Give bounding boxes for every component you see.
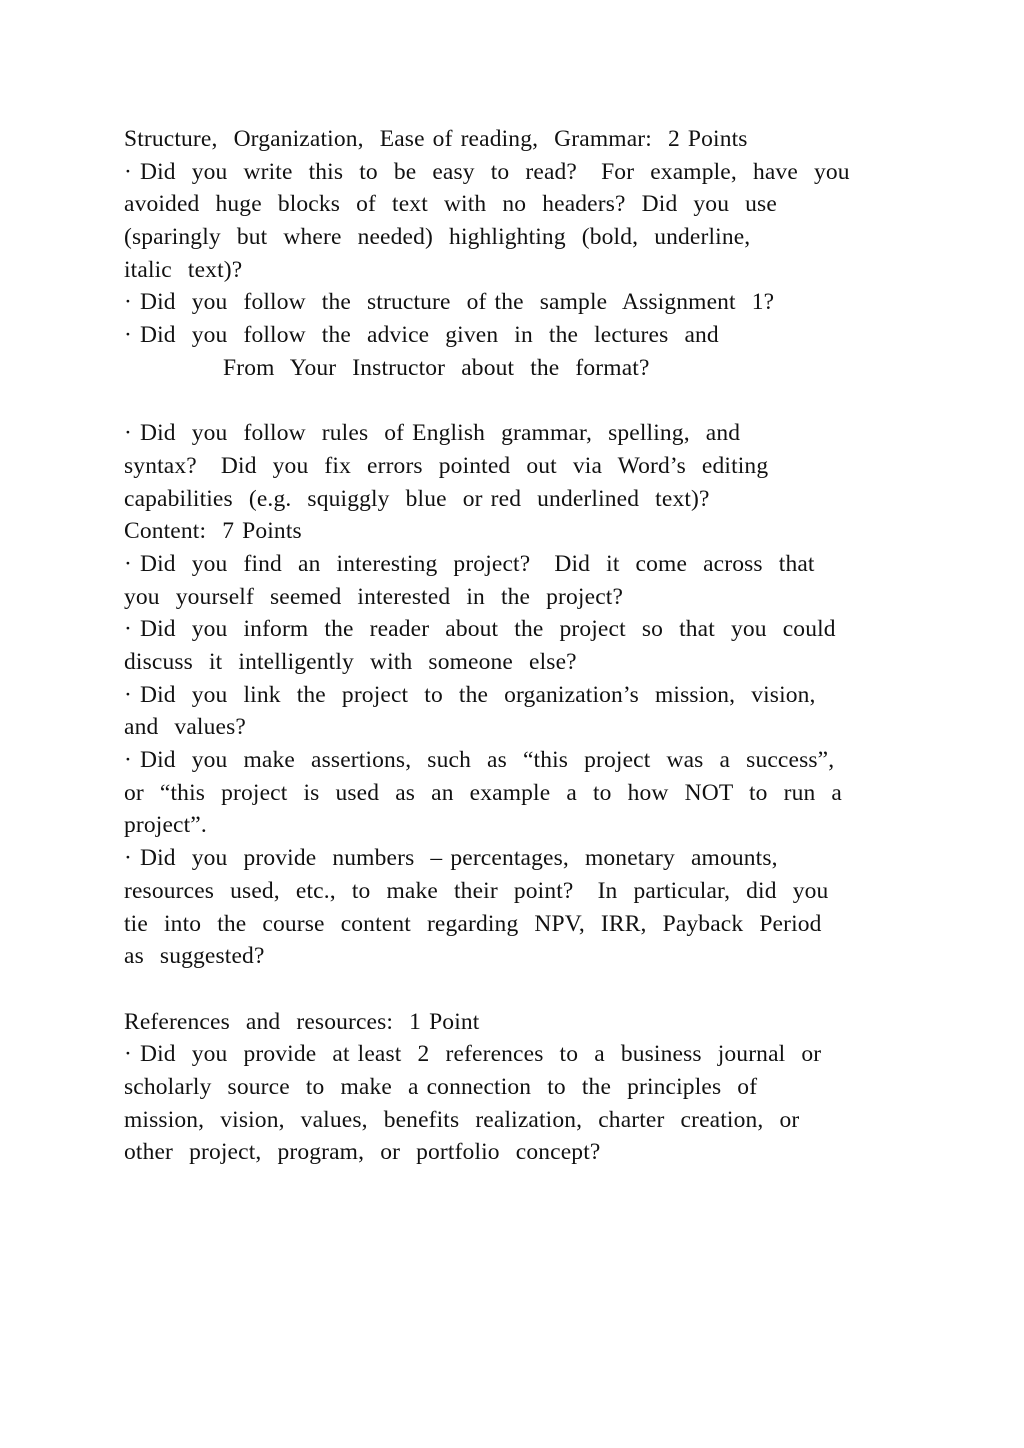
text-line: as suggested? (124, 943, 265, 970)
text-line: capabilities (e.g. squiggly blue or red underlined text)? (124, 485, 710, 512)
text-line-indented: From Your Instructor about the format? (223, 354, 650, 381)
blank-line (124, 973, 924, 1006)
text-line: tie into the course content regarding NPV, IRR, Payback Period (124, 910, 822, 937)
text-line: · Did you find an interesting project? Did it come across that (124, 550, 815, 577)
text-line: · Did you follow the structure of the sample Assignment 1? (124, 289, 775, 316)
text-line: (sparingly but where needed) highlighting (bold, underline, (124, 224, 751, 251)
text-line: · Did you write this to be easy to read? For example, have you (124, 158, 850, 185)
text-line: · Did you provide numbers – percentages, monetary amounts, (124, 845, 778, 872)
rubric-text-block (124, 123, 924, 1169)
text-line: other project, program, or portfolio concept? (124, 1139, 601, 1166)
blank-line (124, 385, 924, 418)
text-line: and values? (124, 714, 246, 741)
text-line: you yourself seemed interested in the project? (124, 583, 624, 610)
text-line: discuss it intelligently with someone else? (124, 649, 577, 675)
section-heading-structure: Structure, Organization, Ease of reading, Grammar: 2 Points (124, 126, 748, 152)
text-line: or “this project is used as an example a to how NOT to run a (124, 779, 842, 806)
text-line: · Did you link the project to the organization’s mission, vision, (124, 681, 816, 708)
text-line: avoided huge blocks of text with no headers? Did you use (124, 191, 777, 218)
text-line: resources used, etc., to make their point? In particular, did you (124, 877, 829, 904)
text-line: · Did you follow rules of English grammar, spelling, and (124, 420, 741, 447)
text-line: scholarly source to make a connection to the principles of (124, 1073, 758, 1100)
text-line: · Did you make assertions, such as “this project was a success”, (124, 747, 835, 774)
text-line: · Did you follow the advice given in the lectures and (124, 322, 719, 349)
text-line: · Did you inform the reader about the project so that you could (124, 616, 836, 643)
section-heading-content: Content: 7 Points (124, 518, 302, 545)
section-heading-references: References and resources: 1 Point (124, 1008, 480, 1035)
text-line: italic text)? (124, 256, 243, 283)
text-line: syntax? Did you fix errors pointed out via Word’s editing (124, 452, 769, 479)
text-line: project”. (124, 812, 207, 839)
text-line: · Did you provide at least 2 references to a business journal or (124, 1041, 822, 1068)
text-line: mission, vision, values, benefits realization, charter creation, or (124, 1106, 800, 1133)
